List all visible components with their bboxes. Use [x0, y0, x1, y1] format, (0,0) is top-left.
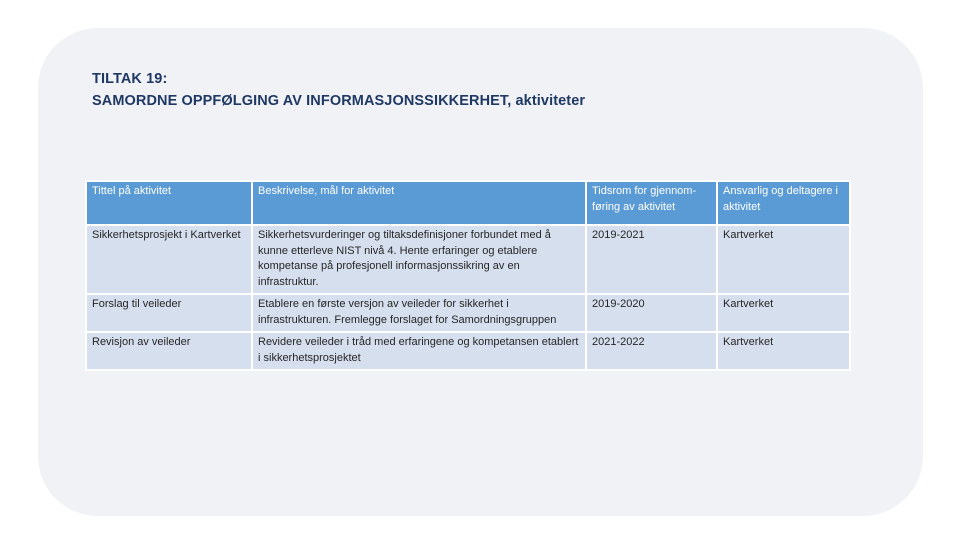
header-period: Tidsrom for gjennom-føring av aktivitet: [586, 181, 717, 225]
cell-period: 2021-2022: [586, 332, 717, 370]
table-row: [86, 294, 850, 332]
header-responsible: Ansvarlig og deltagere i aktivitet: [717, 181, 850, 225]
activities-table: [85, 180, 851, 371]
cell-title: Forslag til veileder: [86, 294, 252, 332]
title-line-1: TILTAK 19:: [92, 71, 168, 87]
cell-period: 2019-2020: [586, 294, 717, 332]
cell-responsible: Kartverket: [717, 225, 850, 294]
title-line-2: SAMORDNE OPPFØLGING AV INFORMASJONSSIKKERHET, aktiviteter: [92, 93, 586, 109]
cell-description: Revidere veileder i tråd med erfaringene og kompetansen etablert i sikkerhetsprosjektet: [252, 332, 586, 370]
cell-period: 2019-2021: [586, 225, 717, 294]
cell-title: Revisjon av veileder: [86, 332, 252, 370]
table-row: [86, 332, 850, 370]
page-title: [92, 68, 585, 112]
cell-description: Etablere en første versjon av veileder for sikkerhet i infrastrukturen. Fremlegge forslaget for Samordningsgruppen: [252, 294, 586, 332]
cell-responsible: Kartverket: [717, 332, 850, 370]
cell-title: Sikkerhetsprosjekt i Kartverket: [86, 225, 252, 294]
cell-description: Sikkerhetsvurderinger og tiltaksdefinisjoner forbundet med å kunne etterleve NIST nivå 4. Hente erfaringer og etablere kompetanse på profesjonell informasjonssikring av en infrastruktur.: [252, 225, 586, 294]
header-title: Tittel på aktivitet: [86, 181, 252, 225]
table-row: [86, 225, 850, 294]
header-description: Beskrivelse, mål for aktivitet: [252, 181, 586, 225]
table-header-row: [86, 181, 850, 225]
cell-responsible: Kartverket: [717, 294, 850, 332]
